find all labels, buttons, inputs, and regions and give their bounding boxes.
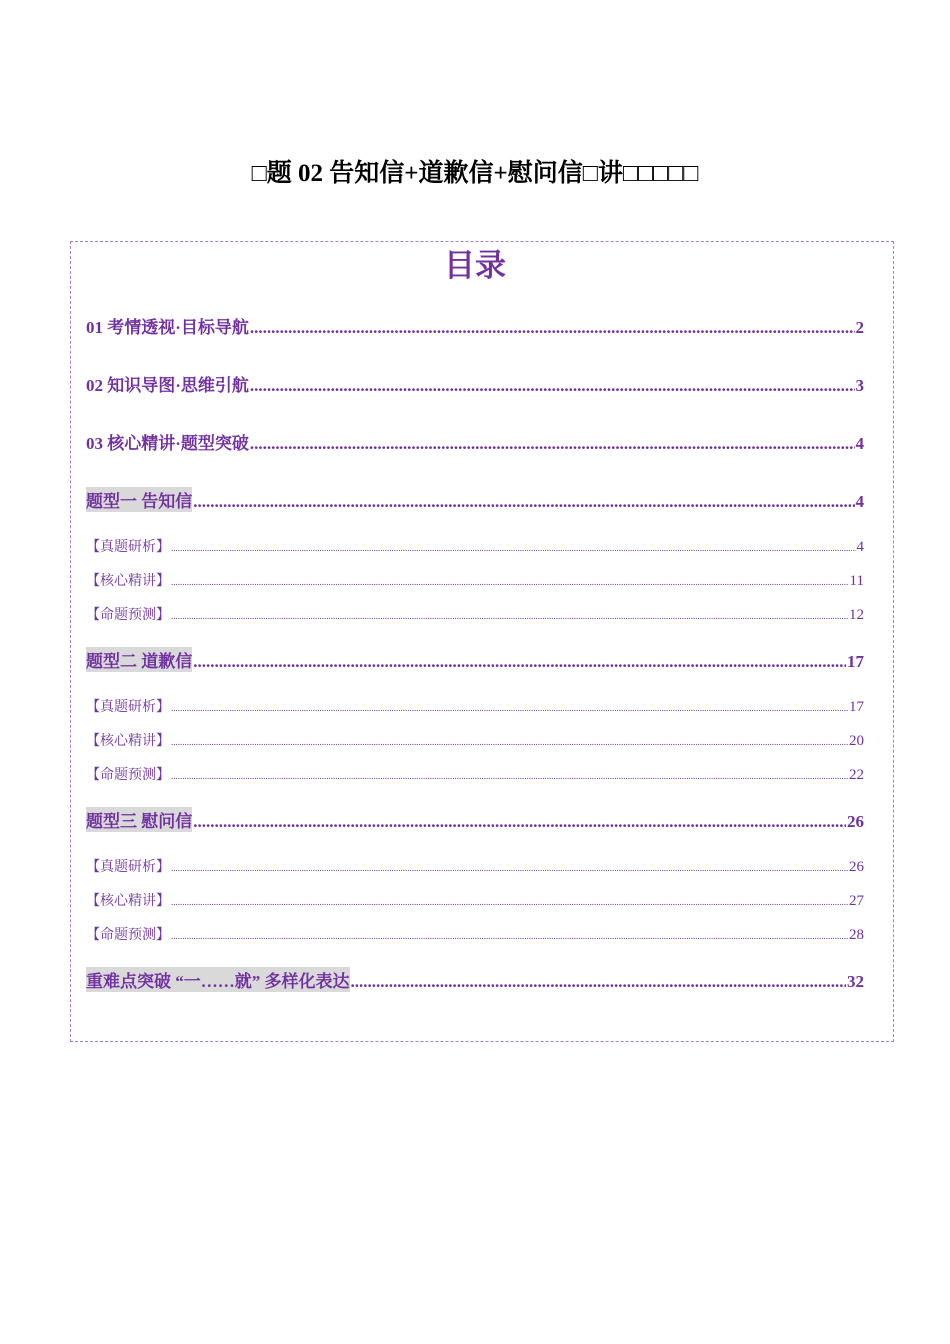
toc-leader (171, 703, 848, 713)
toc-leader (171, 897, 848, 907)
toc-entry-label: 【核心精讲】 (86, 893, 170, 909)
toc-entry-label: 【真题研析】 (86, 859, 170, 875)
toc-entry-page: 32 (847, 972, 864, 991)
toc-entry-page: 26 (847, 812, 864, 831)
toc-entry-label: 【命题预测】 (86, 607, 170, 623)
toc-entry-hexin[interactable] (86, 429, 864, 453)
toc-entry-label: 02 知识导图·思维引航 (86, 376, 249, 395)
toc-entry-page: 12 (849, 607, 864, 623)
toc-heading: 目录 (444, 248, 506, 284)
toc-entry-label: 【核心精讲】 (86, 573, 170, 589)
toc-subentry[interactable] (86, 604, 864, 626)
toc-subentry[interactable] (86, 696, 864, 718)
toc-leader (193, 652, 846, 672)
toc-entry-tixing2[interactable] (86, 647, 864, 671)
toc-entry-tixing1[interactable] (86, 487, 864, 511)
toc-entry-zhongnandian[interactable] (86, 967, 864, 991)
toc-subentry[interactable] (86, 890, 864, 912)
toc-subentry[interactable] (86, 536, 864, 558)
toc-entry-page: 3 (855, 376, 864, 395)
toc-entry-page: 20 (849, 733, 864, 749)
toc-leader (171, 931, 848, 941)
toc-subentry[interactable] (86, 730, 864, 752)
toc-entry-tixing3[interactable] (86, 807, 864, 831)
toc-subentry[interactable] (86, 764, 864, 786)
toc-entry-page: 26 (849, 859, 864, 875)
toc-subentry[interactable] (86, 924, 864, 946)
toc-entry-page: 17 (849, 699, 864, 715)
toc-entry-label: 题型一 告知信 (86, 487, 192, 512)
toc-leader (171, 543, 856, 553)
toc-entry-page: 28 (849, 927, 864, 943)
toc-entry-page: 4 (855, 434, 864, 453)
toc-entry-page: 22 (849, 767, 864, 783)
toc-entry-page: 17 (847, 652, 864, 671)
toc-leader (250, 376, 855, 396)
toc-entry-page: 27 (849, 893, 864, 909)
toc-leader (351, 972, 847, 992)
toc-leader (193, 812, 846, 832)
toc-entry-page: 2 (855, 318, 864, 337)
toc-entry-label: 【真题研析】 (86, 539, 170, 555)
toc-entry-page: 11 (849, 573, 864, 589)
toc-entry-kaoqing[interactable] (86, 313, 864, 337)
toc-entry-label: 重难点突破 “一……就” 多样化表达 (86, 967, 350, 992)
document-title: □题 02 告知信+道歉信+慰问信□讲□□□□□ (251, 160, 699, 187)
toc-leader (171, 863, 848, 873)
toc-entry-label: 01 考情透视·目标导航 (86, 318, 249, 337)
toc-leader (171, 611, 848, 621)
toc-entry-label: 03 核心精讲·题型突破 (86, 434, 249, 453)
toc-entry-label: 题型二 道歉信 (86, 647, 192, 672)
toc-entry-zhishi[interactable] (86, 371, 864, 395)
toc-leader (171, 737, 848, 747)
toc-entry-label: 【命题预测】 (86, 927, 170, 943)
toc-leader (171, 577, 849, 587)
toc-leader (171, 771, 848, 781)
toc-leader (250, 434, 855, 454)
toc-entry-label: 【真题研析】 (86, 699, 170, 715)
toc-entry-label: 【命题预测】 (86, 767, 170, 783)
toc-leader (250, 318, 855, 338)
toc-entry-page: 4 (855, 492, 864, 511)
toc-subentry[interactable] (86, 856, 864, 878)
toc-entry-label: 【核心精讲】 (86, 733, 170, 749)
toc-leader (193, 492, 854, 512)
toc-entry-page: 4 (856, 539, 864, 555)
toc-entry-label: 题型三 慰问信 (86, 807, 192, 832)
toc-subentry[interactable] (86, 570, 864, 592)
toc-box (70, 241, 894, 1042)
